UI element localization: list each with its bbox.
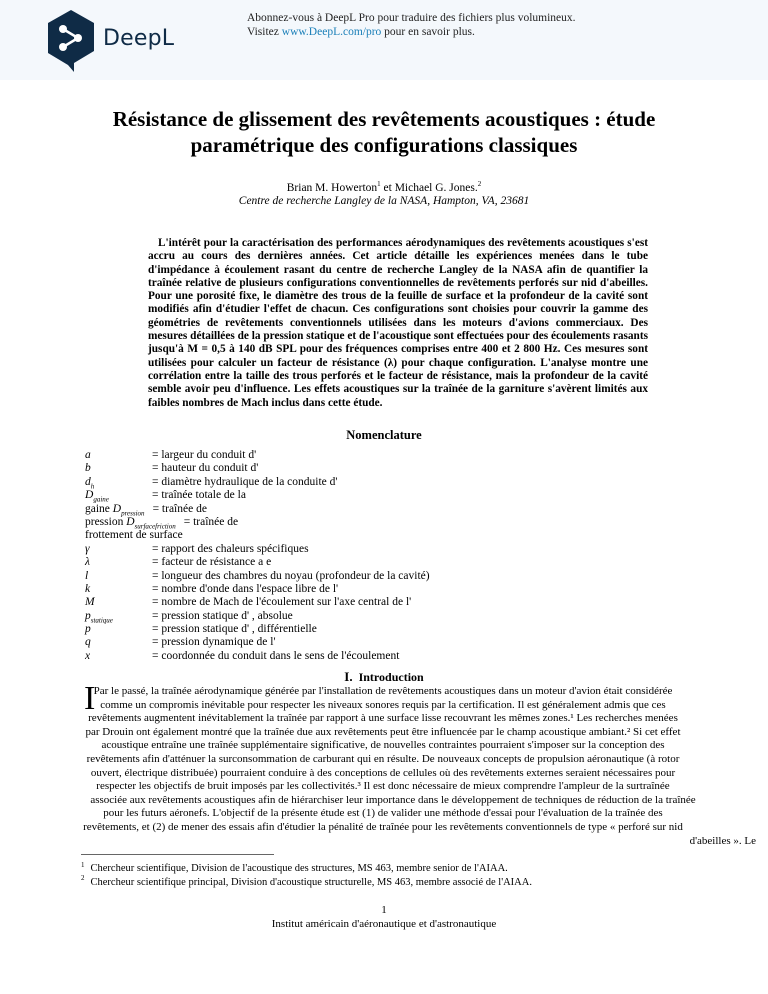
nomenclature-symbol: M — [85, 596, 95, 609]
nomenclature-symbol: x — [85, 649, 91, 662]
introduction-line: ouvert, électrique distribuée) pourraient conduire à des conceptions de cellules où des revêtements externes seraient nécessaires pour — [90, 766, 676, 779]
page-number: 1 — [381, 904, 387, 916]
paper-title — [100, 106, 668, 158]
deepl-pro-link[interactable]: www.DeepL.com/pro — [281, 26, 382, 38]
nomenclature-definition: = hauteur du conduit d' — [152, 462, 259, 475]
nomenclature-definition: = traînée de — [152, 502, 207, 515]
nomenclature-row — [85, 529, 605, 542]
deepl-share-icon — [44, 8, 98, 74]
footnote-text: Chercheur scientifique, Division de l'acoustique des structures, MS 463, membre senior de l'AIAA. — [90, 863, 508, 874]
drop-cap: I — [84, 680, 96, 717]
nomenclature-row — [85, 636, 605, 649]
introduction-line: acoustique entraîne une traînée supplémentaire significative, de nouvelles contraintes pourraient s'imposer sur la conception des — [101, 739, 665, 752]
author-1: Brian M. Howerton — [286, 182, 378, 194]
banner-line2-suffix: pour en savoir plus. — [381, 26, 475, 38]
author-1-footnote-marker: 1 — [377, 180, 381, 189]
deepl-banner — [0, 0, 768, 80]
nomenclature-row — [85, 556, 605, 569]
nomenclature-row — [85, 610, 605, 623]
section-heading — [0, 669, 768, 685]
nomenclature-symbol: b — [85, 462, 91, 475]
title-line-2: paramétrique des configurations classiques — [190, 133, 578, 157]
logo-text: DeepL — [103, 26, 175, 51]
deepl-logo[interactable] — [44, 8, 175, 72]
abstract: L'intérêt pour la caractérisation des performances aérodynamiques des revêtements acoustiques s'est accru au cours des dernières années. Cet article détaille les expériences menées dans le tube d'impédance à écoulement rasant du centre de recherche Langley de la NASA afin de quantifier la traînée relative de plusieurs configurations conventionnelles de revêtements perforés sur nid d'abeilles. Pour une porosité fixe, le diamètre des trous de la feuille de surface et la profondeur de la cavité sont modifiés afin d'étudier l'effet de chacun. Ces configurations sont choisies pour couvrir la gamme des géométries de revêtements conventionnels utilisées dans les moteurs d'avions commerciaux. Des mesures détaillées de la pression statique et de l'acoustique sont effectuées pour des écoulements rasants jusqu'à M = 0,5 à 140 dB SPL pour des fréquences comprises entre 400 et 2 800 Hz. Ces mesures sont utilisées pour calculer un facteur de résistance (λ) pour chaque configuration. L'analyse montre une corrélation entre la taille des trous perforés et le facteur de résistance, mais la profondeur de la cavité semble avoir peu d'influence. Les effets acoustiques sur la traînée de la garniture s'avèrent limités aux faibles nombres de Mach inclus dans cette étude. — [148, 237, 648, 409]
introduction-line: associée aux revêtements acoustiques afin de hiérarchiser leur importance dans le développement de techniques de réduction de la traînée — [90, 793, 696, 806]
nomenclature-definition: = traînée de — [183, 515, 239, 528]
introduction-line: revêtements augmentent inévitablement la traînée par rapport à une surface lisse recouvrant les mêmes zones.¹ Les recherches menées — [88, 712, 678, 725]
nomenclature-symbol: a — [85, 449, 91, 461]
banner-message — [247, 11, 576, 39]
introduction-line: revêtements, et (2) de mener des essais afin d'étudier la pénalité de traînée pour les revêtements conventionnels de type « perforé sur nid — [83, 820, 683, 833]
nomenclature-wrapped-text: pression — [85, 515, 127, 528]
introduction-line: Par le passé, la traînée aérodynamique générée par l'installation de revêtements acoustiques dans un moteur d'avion était considérée — [93, 685, 673, 697]
nomenclature-symbol: $D_{pression}$ — [112, 502, 145, 517]
nomenclature-row — [85, 516, 605, 529]
nomenclature-definition: = pression statique d' , absolue — [152, 609, 293, 622]
nomenclature-symbol: $D_{gaine}$ — [85, 489, 109, 504]
introduction-line: pour les futurs aéronefs. L'objectif de la présente étude est (1) de valider une méthode d'essai pour l'évaluation de la traînée des — [103, 807, 663, 820]
nomenclature-wrapped-text: gaine — [85, 502, 113, 515]
nomenclature-row — [85, 583, 605, 596]
footnote — [81, 862, 532, 876]
nomenclature-title: Nomenclature — [346, 428, 422, 442]
nomenclature-definition: = longueur des chambres du noyau (profondeur de la cavité) — [152, 569, 430, 582]
nomenclature-definition: = pression statique d' , différentielle — [152, 623, 317, 636]
nomenclature-definition: = traînée totale de la — [152, 489, 246, 502]
nomenclature-row — [85, 650, 605, 663]
introduction-line: comme un compromis inévitable pour respecter les niveaux sonores requis par la certification. Il est généralement admis que ces — [100, 698, 666, 711]
nomenclature-symbol: γ — [85, 542, 90, 555]
banner-line-1: Abonnez-vous à DeepL Pro pour traduire des fichiers plus volumineux. — [247, 12, 576, 24]
nomenclature-symbol: $d_h$ — [85, 475, 95, 491]
banner-line-2 — [247, 25, 576, 39]
footnote-number: 1 — [81, 860, 85, 869]
section-title: Introduction — [358, 670, 424, 684]
nomenclature-definition: = diamètre hydraulique de la conduite d' — [152, 475, 338, 488]
banner-line2-prefix: Visitez — [247, 26, 282, 38]
nomenclature-row — [85, 503, 605, 516]
nomenclature-symbol: k — [85, 582, 91, 595]
title-line-1: Résistance de glissement des revêtements acoustiques : étude — [112, 107, 656, 131]
nomenclature-symbol: λ — [85, 556, 90, 569]
nomenclature-definition: = facteur de résistance a e — [152, 556, 272, 569]
nomenclature-row — [85, 596, 605, 609]
nomenclature-row — [85, 623, 605, 636]
nomenclature-wrapped-text: frottement de surface — [85, 529, 183, 542]
introduction-line: respecter les objectifs de bruit imposés par les collectivités.³ Il est donc nécessaire de mieux comprendre l'ampleur de la surtraînée — [96, 780, 670, 793]
nomenclature-symbol: l — [85, 569, 89, 582]
nomenclature-row — [85, 543, 605, 556]
nomenclature-definition: = coordonnée du conduit dans le sens de l'écoulement — [152, 649, 400, 662]
nomenclature-symbol: $p_{statique}$ — [85, 609, 113, 624]
introduction-body — [80, 685, 756, 848]
nomenclature-row — [85, 476, 605, 489]
footnote-divider — [81, 854, 274, 855]
page-footer: Institut américain d'aéronautique et d'astronautique — [271, 918, 497, 930]
nomenclature-symbol: q — [85, 636, 91, 649]
footnote-text: Chercheur scientifique principal, Division d'acoustique structurelle, MS 463, membre associé de l'AIAA. — [90, 876, 532, 888]
authors — [0, 181, 768, 195]
nomenclature-row — [85, 462, 605, 475]
nomenclature-row — [85, 449, 605, 462]
footnotes — [81, 862, 532, 889]
nomenclature-list — [85, 449, 605, 663]
introduction-line: d'abeilles ». Le — [689, 834, 756, 847]
nomenclature-definition: = rapport des chaleurs spécifiques — [152, 542, 309, 555]
footnote-number: 2 — [81, 874, 85, 882]
nomenclature-definition: = nombre de Mach de l'écoulement sur l'axe central de l' — [152, 596, 412, 609]
nomenclature-definition: = largeur du conduit d' — [152, 449, 257, 461]
section-number: I. — [344, 669, 353, 684]
introduction-line: revêtements afin d'atténuer la surconsommation de carburant qui en résulte. De nouveaux concepts de propulsion aéronautique (à rotor — [86, 752, 680, 765]
affiliation: Centre de recherche Langley de la NASA, Hampton, VA, 23681 — [238, 195, 530, 207]
nomenclature-definition: = nombre d'onde dans l'espace libre de l' — [152, 582, 339, 595]
nomenclature-row — [85, 570, 605, 583]
footnote — [81, 876, 532, 890]
nomenclature-definition: = pression dynamique de l' — [152, 636, 276, 649]
introduction-line: par Drouin ont également montré que la traînée due aux revêtements peut être influencée par le champ acoustique ambiant.² Si cet effet — [85, 725, 681, 738]
author-2: et Michael G. Jones. — [380, 182, 478, 194]
author-2-footnote-marker: 2 — [477, 180, 482, 189]
nomenclature-symbol: $D_{surfacefriction}$ — [126, 515, 176, 531]
nomenclature-symbol: p — [85, 623, 91, 636]
nomenclature-row — [85, 489, 605, 502]
